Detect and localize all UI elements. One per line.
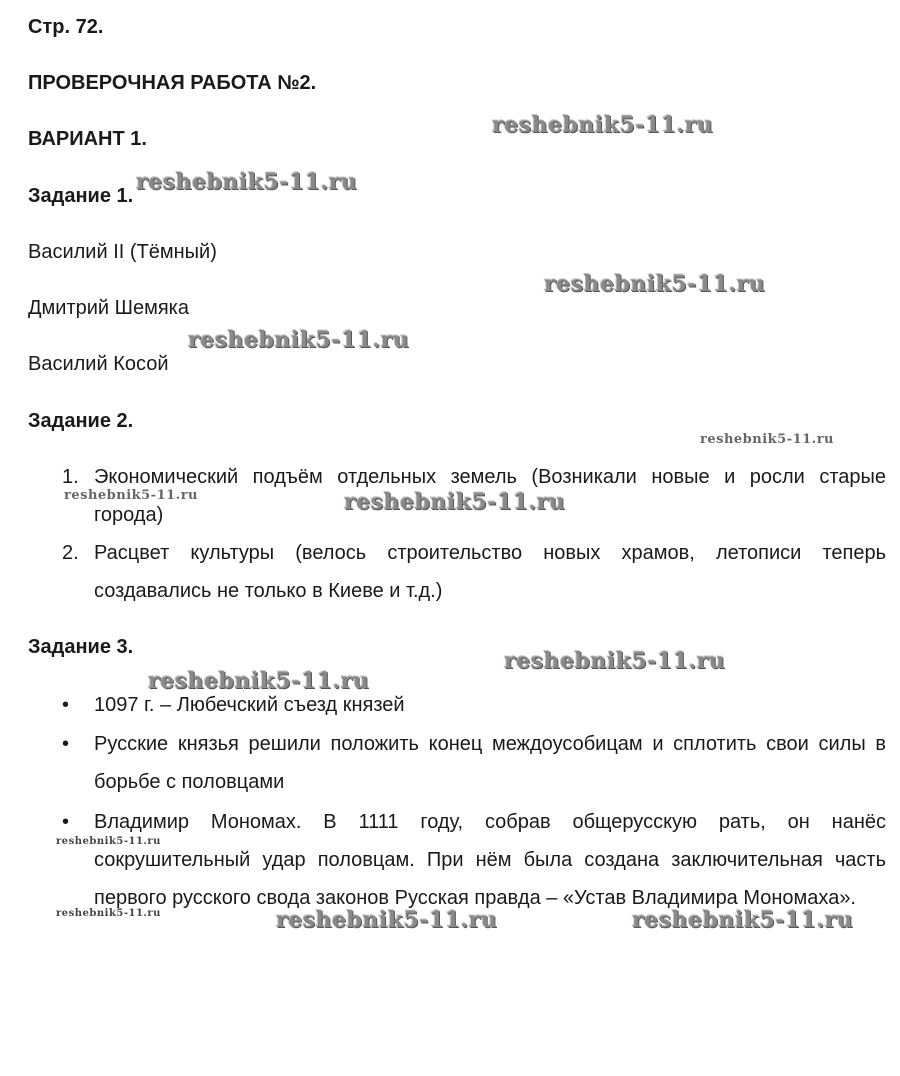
watermark: reshebnik5-11.ru [148, 668, 370, 694]
watermark: reshebnik5-11.ru [56, 908, 161, 919]
bullet-icon: • [62, 694, 70, 716]
watermark: reshebnik5-11.ru [632, 907, 854, 933]
list-item: Владимир Мономах. В 1111 году, собрав общерусскую рать, он нанёс сокрушительный удар половцам. При нём была создана заключительная часть первого русского свода законов Русская правда – «Устав Владимира Мономаха». [94, 811, 886, 909]
bullet-icon: • [62, 733, 70, 755]
watermark: reshebnik5-11.ru [188, 327, 410, 353]
watermark: reshebnik5-11.ru [504, 648, 726, 674]
page-label: Стр. 72. [28, 16, 104, 38]
list-item: Русские князья решили положить конец междоусобицам и сплотить свои силы в борьбе с половцами [94, 733, 886, 793]
watermark: reshebnik5-11.ru [544, 271, 766, 297]
watermark: reshebnik5-11.ru [64, 488, 199, 503]
list-number: 2. [62, 542, 79, 564]
list-item: Экономический подъём отдельных земель (Возникали новые и росли старые города) [94, 466, 886, 526]
work-title: ПРОВЕРОЧНАЯ РАБОТА №2. [28, 72, 317, 94]
task1-heading: Задание 1. [28, 185, 134, 207]
variant-heading: ВАРИАНТ 1. [28, 128, 147, 150]
list-number: 1. [62, 466, 79, 488]
watermark: reshebnik5-11.ru [700, 432, 835, 447]
watermark: reshebnik5-11.ru [344, 489, 566, 515]
watermark: reshebnik5-11.ru [56, 836, 161, 847]
watermark: reshebnik5-11.ru [492, 112, 714, 138]
watermark: reshebnik5-11.ru [276, 907, 498, 933]
task1-line: Василий Косой [28, 353, 169, 375]
list-item: 1097 г. – Любечский съезд князей [94, 694, 405, 716]
list-item: Расцвет культуры (велось строительство новых храмов, летописи теперь создавались не только в Киеве и т.д.) [94, 542, 886, 602]
task3-heading: Задание 3. [28, 636, 134, 658]
task2-heading: Задание 2. [28, 410, 134, 432]
task1-line: Василий II (Тёмный) [28, 241, 217, 263]
watermark: reshebnik5-11.ru [136, 169, 358, 195]
task1-line: Дмитрий Шемяка [28, 297, 189, 319]
bullet-icon: • [62, 811, 70, 833]
